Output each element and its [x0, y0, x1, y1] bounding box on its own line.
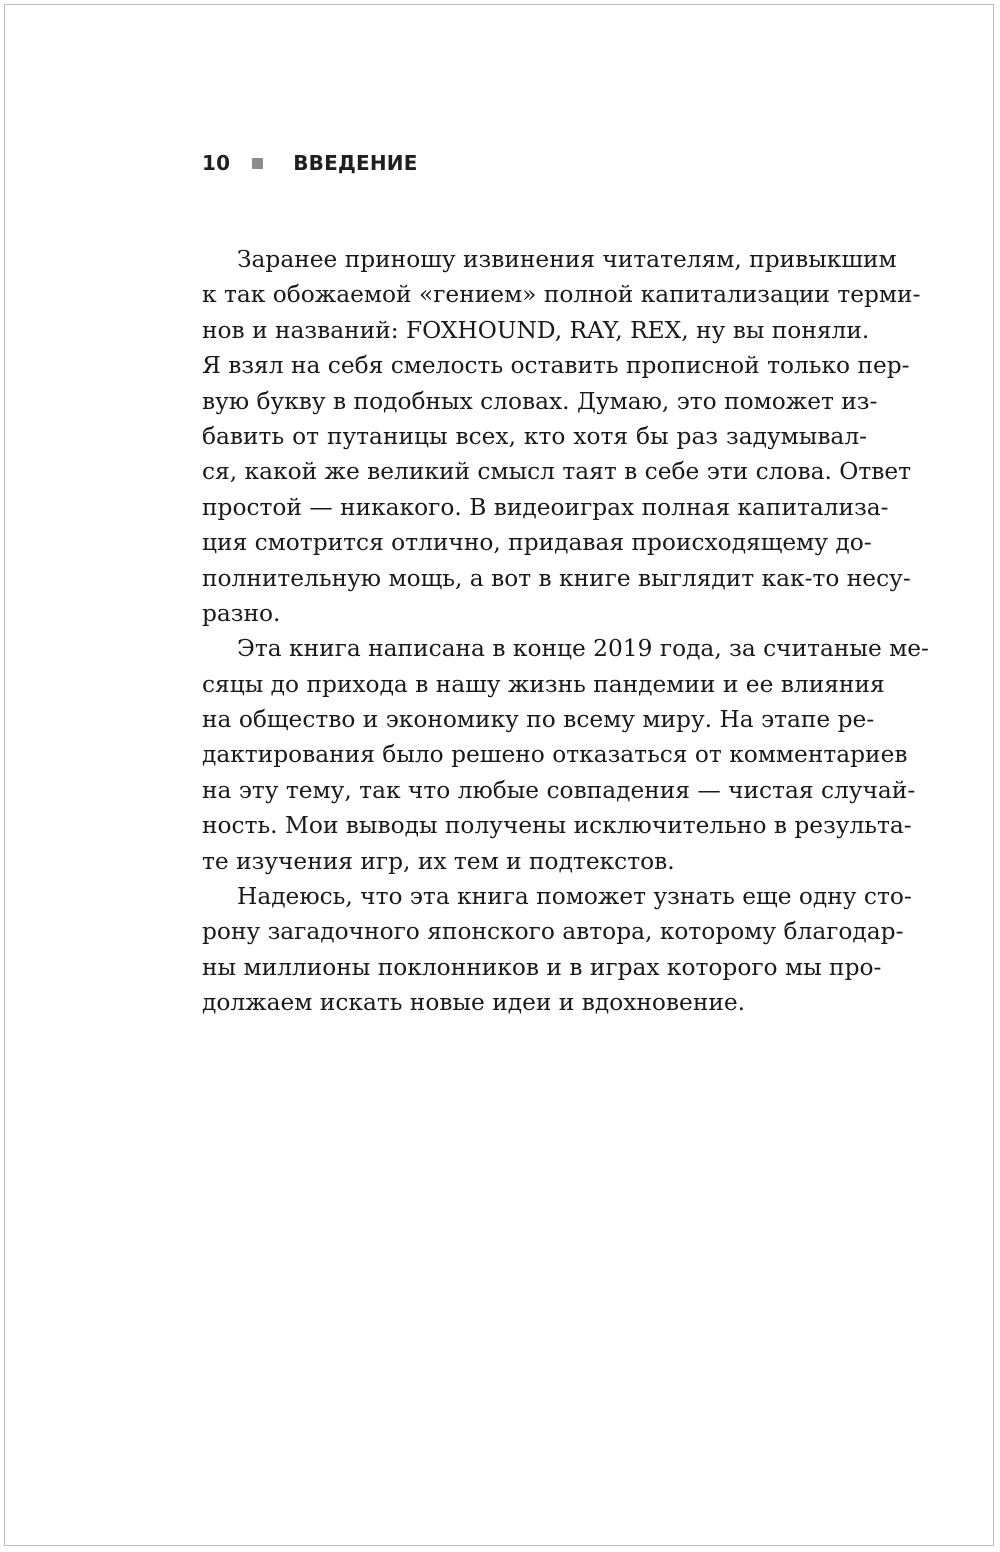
running-head	[202, 148, 418, 178]
text-line: на общество и экономику по всему миру. На этапе ре-	[202, 706, 875, 734]
page-number: 10	[202, 151, 231, 175]
text-line: ся, какой же великий смысл таят в себе эти слова. Ответ	[202, 458, 912, 486]
text-line: разно.	[202, 599, 281, 627]
text-line: ция смотрится отлично, придавая происходящему до-	[202, 529, 872, 557]
paragraph-3	[202, 879, 912, 1021]
paragraph-2	[202, 631, 929, 879]
paragraph-1	[202, 242, 921, 631]
text-line: рону загадочного японского автора, которому благодар-	[202, 918, 904, 946]
text-line: полнительную мощь, а вот в книге выглядит как-то несу-	[202, 564, 911, 592]
text-line: нов и названий: FOXHOUND, RAY, REX, ну вы поняли.	[202, 316, 870, 344]
text-line: Я взял на себя смелость оставить прописной только пер-	[202, 352, 910, 380]
text-line: вую букву в подобных словах. Думаю, это поможет из-	[202, 387, 878, 415]
body-text	[202, 242, 929, 1021]
text-line: бавить от путаницы всех, кто хотя бы раз задумывал-	[202, 422, 867, 450]
text-line: Заранее приношу извинения читателям, привыкшим	[237, 246, 897, 273]
text-line: к так обожаемой «гением» полной капитализации терми-	[202, 281, 921, 309]
book-page	[4, 4, 994, 1546]
text-line: на эту тему, так что любые совпадения — чистая случай-	[202, 776, 916, 804]
text-line: Эта книга написана в конце 2019 года, за считаные ме-	[237, 635, 929, 663]
section-title: ВВЕДЕНИЕ	[293, 151, 418, 175]
text-line: простой — никакого. В видеоиграх полная капитализа-	[202, 493, 889, 521]
square-separator-icon	[252, 158, 263, 169]
text-line: ны миллионы поклонников и в играх которого мы про-	[202, 953, 882, 981]
text-line: дактирования было решено отказаться от комментариев	[202, 741, 908, 769]
text-line: должаем искать новые идеи и вдохновение.	[202, 989, 746, 1017]
text-line: Надеюсь, что эта книга поможет узнать еще одну сто-	[237, 883, 912, 911]
text-line: те изучения игр, их тем и подтекстов.	[202, 847, 675, 875]
text-line: сяцы до прихода в нашу жизнь пандемии и ее влияния	[202, 670, 885, 698]
text-line: ность. Мои выводы получены исключительно в результа-	[202, 812, 912, 840]
